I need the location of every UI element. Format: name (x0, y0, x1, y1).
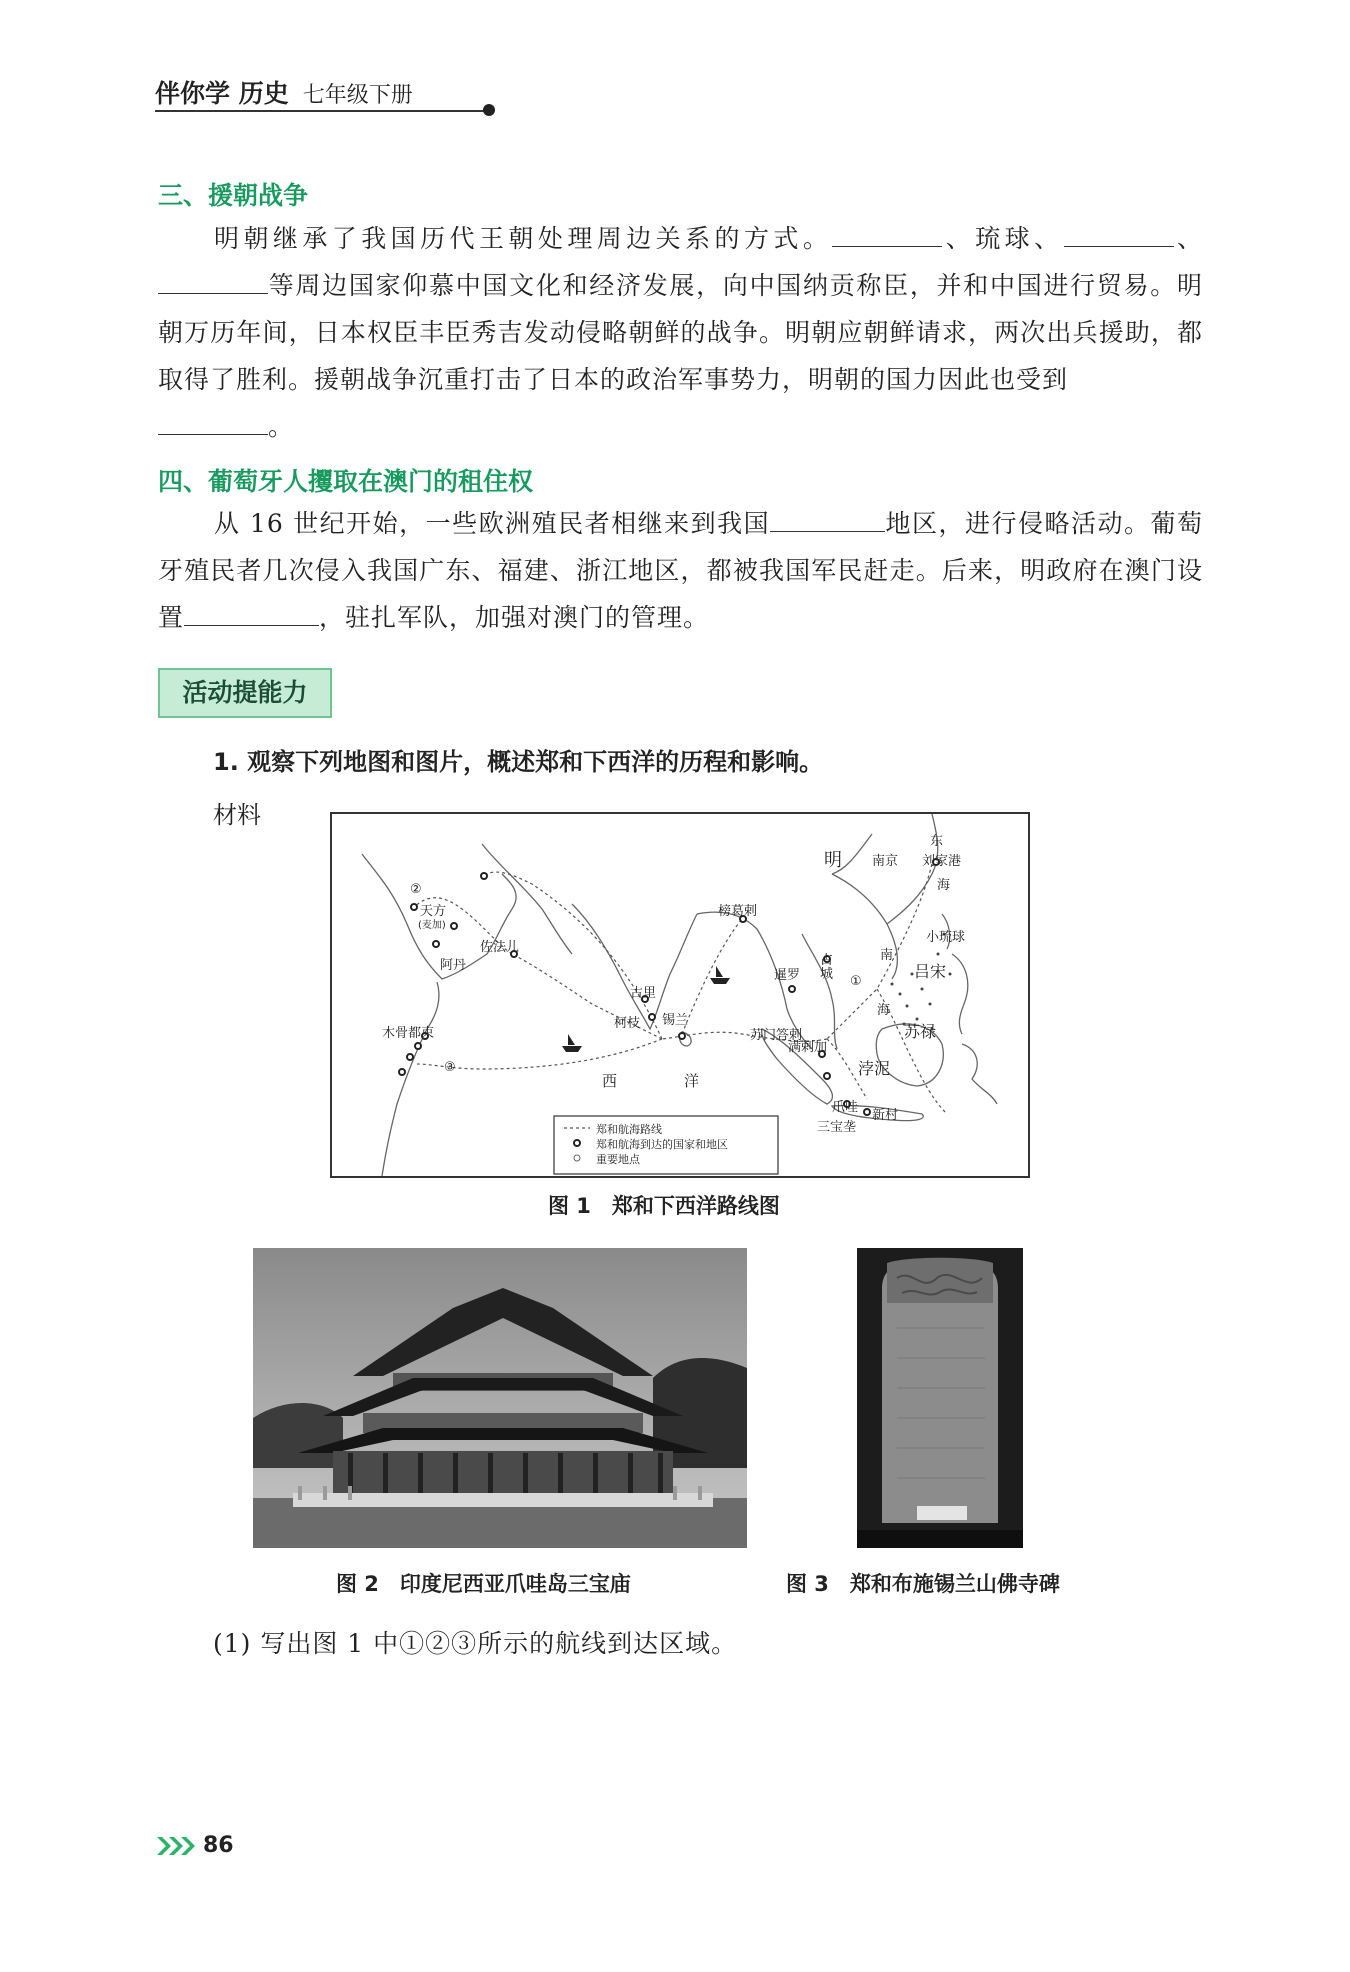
legend-destination: 郑和航海到达的国家和地区 (596, 1138, 728, 1151)
fill-blank-2[interactable] (1064, 224, 1174, 247)
fig2-caption: 图 2 印度尼西亚爪哇岛三宝庙 (336, 1572, 631, 1596)
label-yang: 洋 (684, 1072, 700, 1090)
temple-illustration (253, 1248, 747, 1548)
s4-text-a: 从 16 世纪开始，一些欧洲殖民者相继来到我国 (214, 509, 771, 538)
chevron-arrows-icon (155, 1834, 197, 1858)
label-c2: ② (410, 882, 422, 897)
activity-badge: 活动提能力 (158, 668, 332, 718)
fill-blank-3[interactable] (158, 271, 268, 294)
label-hai: 海 (937, 878, 951, 893)
book-title: 伴你学 历史 (155, 79, 289, 108)
s4-text-b: 地区，进行侵略活动。葡萄牙殖民者几次侵入我国广东、福建、浙江地区，都被我国军民赶走。后来，明政府在澳门设置 (158, 509, 1203, 632)
label-maijia: (麦加) (418, 920, 446, 931)
legend-place: 重要地点 (596, 1153, 640, 1166)
header-rule (155, 110, 485, 112)
fig3-caption: 图 3 郑和布施锡兰山佛寺碑 (786, 1572, 1060, 1596)
fill-blank-6[interactable] (184, 603, 319, 626)
label-mugudushu: 木骨都束 (382, 1026, 435, 1041)
label-c1: ① (850, 974, 862, 989)
zheng-he-route-map (330, 812, 1030, 1178)
label-bangela: 榜葛剌 (718, 904, 758, 919)
label-sulu: 苏禄 (904, 1022, 937, 1041)
material-label: 材料 (213, 801, 261, 829)
s3-text-b: 、琉球、 (942, 224, 1064, 253)
book-subtitle: 七年级下册 (302, 83, 413, 108)
question-1: 1. 观察下列地图和图片，概述郑和下西洋的历程和影响。 (213, 748, 824, 776)
label-sumendala: 苏门答剌 (750, 1028, 803, 1043)
map-labels (332, 814, 1028, 1176)
fill-blank-4[interactable] (158, 412, 268, 435)
s3-text-e: 。 (268, 412, 295, 441)
label-xianluo: 暹罗 (774, 968, 801, 983)
s3-text-d: 等周边国家仰慕中国文化和经济发展，向中国纳贡称臣，并和中国进行贸易。明朝万历年间，日本权臣丰臣秀吉发动侵略朝鲜的战争。明朝应朝鲜请求，两次出兵援助，都取得了胜利。援朝战争沉重打击了日本的政治军事势力，明朝的国力因此也受到 (158, 271, 1203, 394)
label-nan: 南 (880, 948, 894, 963)
legend-route: 郑和航海路线 (596, 1123, 662, 1136)
stele-illustration (857, 1248, 1023, 1548)
section3-paragraph (158, 215, 1203, 450)
s3-text-c: 、 (1173, 224, 1203, 253)
fig1-caption: 图 1 郑和下西洋路线图 (548, 1194, 780, 1218)
fill-blank-1[interactable] (832, 224, 942, 247)
s3-text-a: 明朝继承了我国历代王朝处理周边关系的方式。 (214, 224, 833, 253)
section4-title: 四、葡萄牙人攫取在澳门的租住权 (158, 467, 534, 496)
label-hai2: 海 (877, 1003, 891, 1018)
page-footer (155, 1833, 234, 1858)
label-manlajia: 满剌加 (788, 1040, 828, 1055)
label-zhancheng: 占城 (820, 953, 834, 982)
label-xi: 西 (602, 1072, 618, 1090)
label-sanbaolong: 三宝垄 (817, 1120, 857, 1135)
fill-blank-5[interactable] (770, 509, 885, 532)
page-header (155, 74, 495, 114)
s4-text-c: ，驻扎军队，加强对澳门的管理。 (319, 603, 710, 632)
label-lusong: 吕宋 (914, 962, 947, 981)
label-dong: 东 (930, 834, 944, 849)
sam-poo-kong-temple-photo (253, 1248, 747, 1548)
label-xilan: 锡兰 (662, 1013, 689, 1028)
label-tianfang: 天方 (420, 904, 447, 919)
page-number: 86 (203, 1833, 234, 1858)
label-kezhi: 柯枝 (614, 1016, 641, 1031)
section3-title: 三、援朝战争 (158, 181, 309, 210)
label-xiaoliuqiu: 小琉球 (926, 930, 966, 945)
label-zhanwa: 爪哇 (832, 1100, 859, 1115)
label-xincun: 新村 (872, 1108, 899, 1123)
label-zuofaer: 佐法儿 (480, 940, 520, 955)
label-guli: 古里 (630, 986, 657, 1001)
sub-question-1: (1) 写出图 1 中①②③所示的航线到达区域。 (213, 1629, 738, 1658)
label-liujiagang: 刘家港 (922, 854, 962, 869)
label-c3: ③ (444, 1060, 456, 1075)
header-dot (483, 104, 495, 116)
label-adan: 阿丹 (440, 958, 467, 973)
label-nanjing: 南京 (872, 854, 899, 869)
section4-paragraph (158, 500, 1203, 641)
label-boni: 浡泥 (858, 1059, 891, 1078)
galle-trilingual-stele-photo (857, 1248, 1023, 1548)
label-ming: 明 (824, 850, 842, 871)
